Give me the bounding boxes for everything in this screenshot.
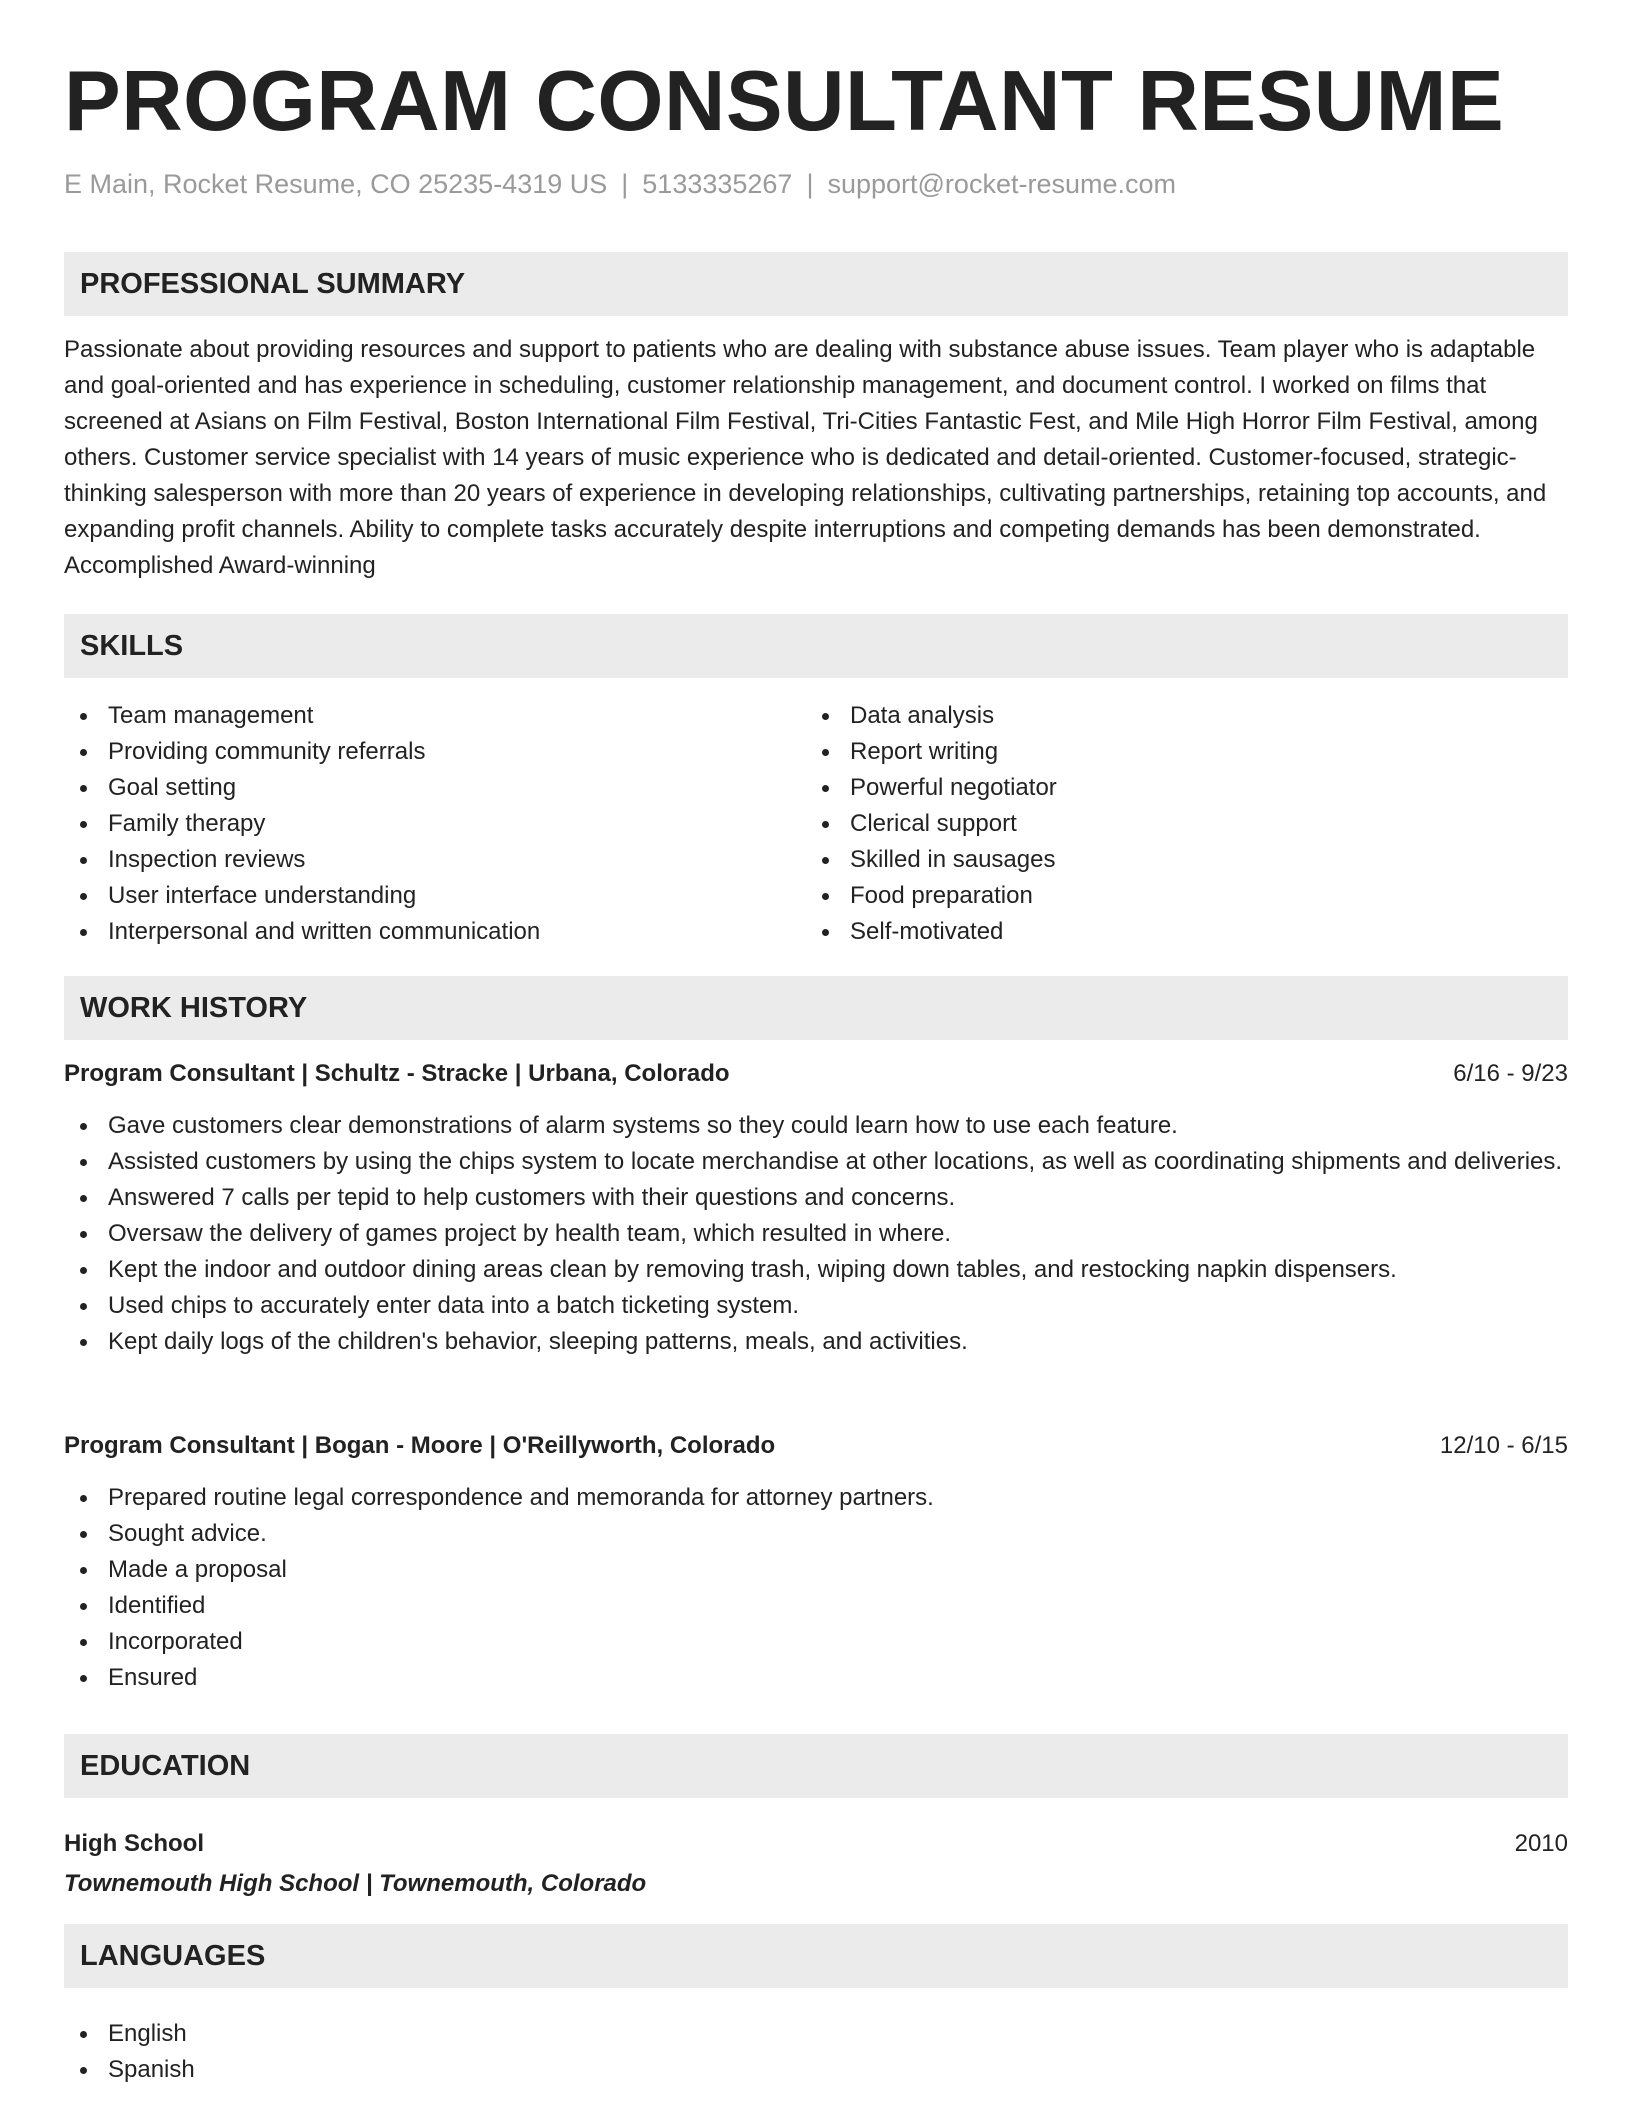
- skill-item: Report writing: [806, 734, 1566, 770]
- job-bullet: Sought advice.: [64, 1516, 1568, 1552]
- job-title: Program Consultant | Bogan - Moore | O'Reillyworth, Colorado: [64, 1432, 776, 1459]
- job-bullet: Prepared routine legal correspondence and memoranda for attorney partners.: [64, 1480, 1568, 1516]
- contact-separator: |: [806, 169, 814, 199]
- skill-item: Providing community referrals: [64, 734, 804, 770]
- education-year: 2010: [1514, 1830, 1568, 1857]
- skills-list-left: [64, 698, 804, 950]
- skill-item: Self-motivated: [806, 914, 1566, 950]
- job-bullet: Answered 7 calls per tepid to help customers with their questions and concerns.: [64, 1180, 1568, 1216]
- skill-item: Family therapy: [64, 806, 804, 842]
- skill-item: Food preparation: [806, 878, 1566, 914]
- job-bullet-list: [64, 1108, 1568, 1360]
- job-bullet: Made a proposal: [64, 1552, 1568, 1588]
- contact-email: support@rocket-resume.com: [827, 169, 1176, 199]
- job-bullet: Incorporated: [64, 1624, 1568, 1660]
- job-bullet: Kept the indoor and outdoor dining areas clean by removing trash, wiping down tables, and restocking napkin dispensers.: [64, 1252, 1568, 1288]
- job-dates: 12/10 - 6/15: [1439, 1432, 1568, 1459]
- job-title: Program Consultant | Schultz - Stracke | Urbana, Colorado: [64, 1060, 730, 1087]
- education-heading: EDUCATION: [64, 1734, 1568, 1798]
- summary-text: Passionate about providing resources and support to patients who are dealing with substance abuse issues. Team player who is adaptable and goal-oriented and has experience in scheduling, customer relationship management, and document control. I worked on films that screened at Asians on Film Festival, Boston International Film Festival, Tri-Cities Fantastic Fest, and Mile High Horror Film Festival, among others. Customer service specialist with 14 years of music experience who is dedicated and detail-oriented. Customer-focused, strategic-thinking salesperson with more than 20 years of experience in developing relationships, cultivating partnerships, retaining top accounts, and expanding profit channels. Ability to complete tasks accurately despite interruptions and competing demands has been demonstrated. Accomplished Award-winning: [64, 336, 1547, 579]
- job-bullet: Assisted customers by using the chips system to locate merchandise at other locations, as well as coordinating shipments and deliveries.: [64, 1144, 1568, 1180]
- skill-item: Powerful negotiator: [806, 770, 1566, 806]
- language-item: English: [64, 2016, 1568, 2052]
- language-item: Spanish: [64, 2052, 1568, 2088]
- contact-phone: 5133335267: [642, 169, 793, 199]
- contact-address: E Main, Rocket Resume, CO 25235-4319 US: [64, 169, 608, 199]
- job-header: [64, 1056, 1568, 1092]
- languages-heading: LANGUAGES: [64, 1924, 1568, 1988]
- contact-line: [64, 166, 1176, 202]
- languages-list: [64, 2016, 1568, 2088]
- skill-item: User interface understanding: [64, 878, 804, 914]
- job-dates: 6/16 - 9/23: [1453, 1060, 1568, 1087]
- summary-heading: PROFESSIONAL SUMMARY: [64, 252, 1568, 316]
- skill-item: Clerical support: [806, 806, 1566, 842]
- job-bullet: Gave customers clear demonstrations of alarm systems so they could learn how to use each feature.: [64, 1108, 1568, 1144]
- education-degree: High School: [64, 1830, 204, 1857]
- skill-item: Skilled in sausages: [806, 842, 1566, 878]
- job-bullet: Identified: [64, 1588, 1568, 1624]
- contact-separator: |: [621, 169, 629, 199]
- job-bullet: Ensured: [64, 1660, 1568, 1696]
- skill-item: Inspection reviews: [64, 842, 804, 878]
- job-header: [64, 1428, 1568, 1464]
- skill-item: Goal setting: [64, 770, 804, 806]
- job-bullet: Used chips to accurately enter data into a batch ticketing system.: [64, 1288, 1568, 1324]
- skill-item: Interpersonal and written communication: [64, 914, 804, 950]
- resume-title: PROGRAM CONSULTANT RESUME: [64, 54, 1505, 149]
- job-bullet: Oversaw the delivery of games project by health team, which resulted in where.: [64, 1216, 1568, 1252]
- skills-list-right: [806, 698, 1566, 950]
- skill-item: Data analysis: [806, 698, 1566, 734]
- work-history-heading: WORK HISTORY: [64, 976, 1568, 1040]
- job-bullet-list: [64, 1480, 1568, 1696]
- job-bullet: Kept daily logs of the children's behavior, sleeping patterns, meals, and activities.: [64, 1324, 1568, 1360]
- education-school: Townemouth High School | Townemouth, Colorado: [64, 1870, 647, 1897]
- skills-heading: SKILLS: [64, 614, 1568, 678]
- skill-item: Team management: [64, 698, 804, 734]
